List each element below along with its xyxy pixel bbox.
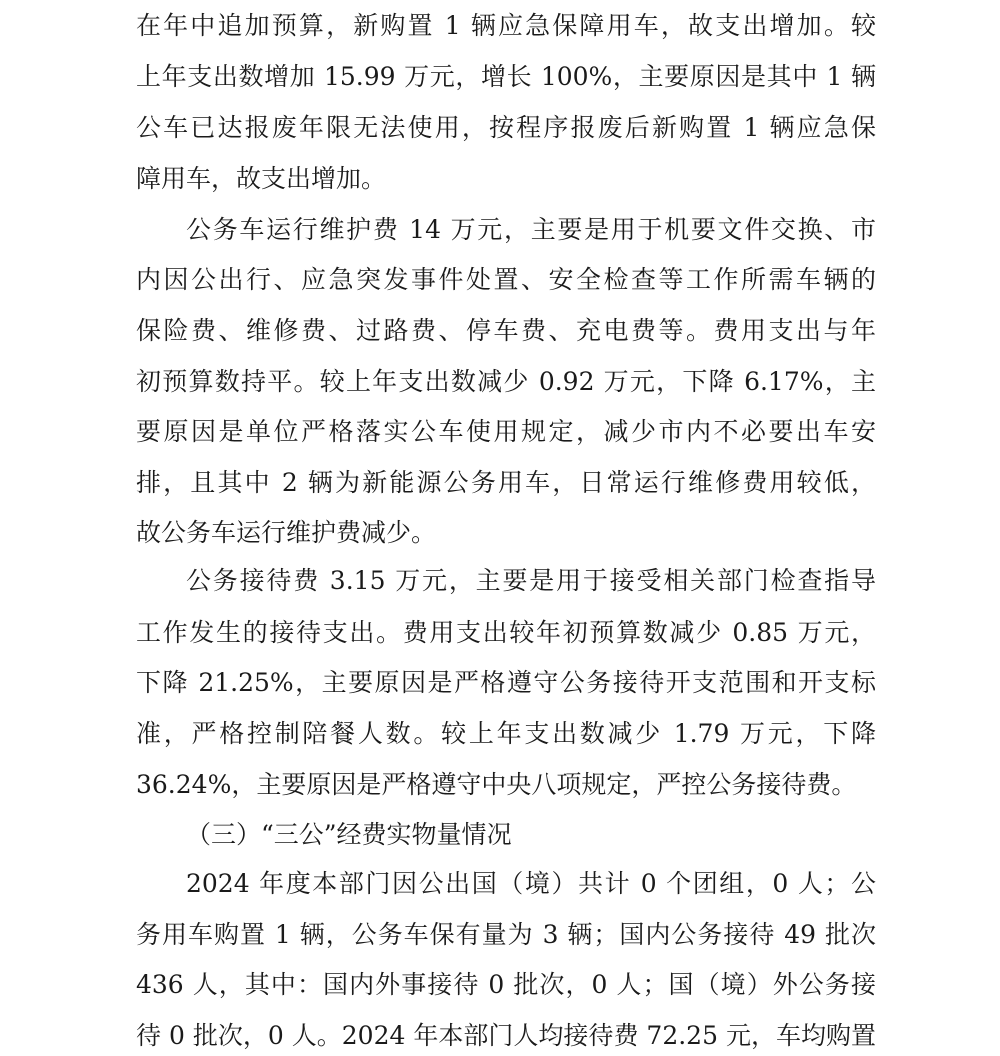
paragraph-line: 2024 年度本部门因公出国（境）共计 0 个团组，0 人；公 (186, 869, 876, 898)
paragraph-line: 待 0 批次，0 人。2024 年本部门人均接待费 72.25 元，车均购置 (136, 1021, 876, 1050)
paragraph-line: 公车已达报废年限无法使用，按程序报废后新购置 1 辆应急保 (136, 113, 876, 142)
section-heading: （三）“三公”经费实物量情况 (186, 820, 512, 849)
paragraph-line: 公务车运行维护费 14 万元，主要是用于机要文件交换、市 (186, 215, 876, 244)
paragraph-line: 36.24%，主要原因是严格遵守中央八项规定，严控公务接待费。 (136, 770, 857, 799)
paragraph-line: 障用车，故支出增加。 (136, 164, 387, 193)
paragraph-line: 故公务车运行维护费减少。 (136, 518, 437, 547)
paragraph-line: 公务接待费 3.15 万元，主要是用于接受相关部门检查指导 (186, 566, 876, 595)
paragraph-line: 上年支出数增加 15.99 万元，增长 100%，主要原因是其中 1 辆 (136, 62, 876, 91)
paragraph-line: 内因公出行、应急突发事件处置、安全检查等工作所需车辆的 (136, 265, 876, 294)
paragraph-line: 工作发生的接待支出。费用支出较年初预算数减少 0.85 万元， (136, 618, 876, 647)
paragraph-line: 在年中追加预算，新购置 1 辆应急保障用车，故支出增加。较 (136, 11, 876, 40)
paragraph-line: 要原因是单位严格落实公车使用规定，减少市内不必要出车安 (136, 417, 876, 446)
paragraph-line: 准，严格控制陪餐人数。较上年支出数减少 1.79 万元，下降 (136, 719, 876, 748)
paragraph-line: 务用车购置 1 辆，公务车保有量为 3 辆；国内公务接待 49 批次 (136, 920, 876, 949)
paragraph-line: 排，且其中 2 辆为新能源公务用车，日常运行维修费用较低， (136, 468, 876, 497)
paragraph-line: 下降 21.25%，主要原因是严格遵守公务接待开支范围和开支标 (136, 668, 876, 697)
paragraph-line: 保险费、维修费、过路费、停车费、充电费等。费用支出与年 (136, 316, 876, 345)
paragraph-line: 初预算数持平。较上年支出数减少 0.92 万元，下降 6.17%，主 (136, 367, 876, 396)
paragraph-line: 436 人，其中：国内外事接待 0 批次，0 人；国（境）外公务接 (136, 970, 876, 999)
